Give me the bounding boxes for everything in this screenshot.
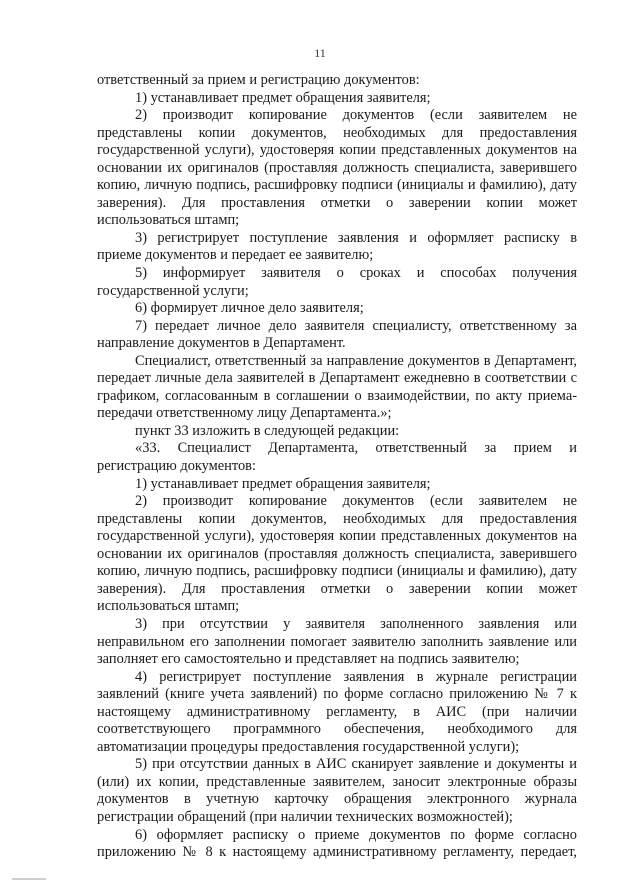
paragraph: 3) регистрирует поступление заявления и оформляет расписку в приеме документов и передает ее заявителю; <box>97 229 577 264</box>
scan-artifact <box>12 878 46 880</box>
paragraph: 5) информирует заявителя о сроках и способах получения государственной услуги; <box>97 265 577 299</box>
paragraph: 7) передает личное дело заявителя специалисту, ответственному за направление документов в Департамент. <box>97 317 577 352</box>
paragraph: 2) производит копирование документов (если заявителем не представлены копии документов, необходимых для предоставления государственной услуги), удостоверяя копии представленных документов на основании их оригиналов (проставляя должность специалиста, заверившего копию, личную подпись, расшифровку подписи (инициалы и фамилию), дату заверения). Для проставления отметки о заверении копии может использоваться штамп; <box>97 493 577 615</box>
paragraph: Специалист, ответственный за направление документов в Департамент, передает личные дела заявителей в Департамент ежедневно в соответствии с графиком, согласованным в соглашении о взаимодействии, по акту приема-передачи ответственному лицу Департамента.»; <box>97 352 577 422</box>
paragraph: 3) при отсутствии у заявителя заполненного заявления или неправильном его заполнении помогает заявителю заполнить заявление или заполняет его самостоятельно и представляет на подпись заявителю; <box>97 615 577 668</box>
paragraph: 1) устанавливает предмет обращения заявителя; <box>135 89 431 106</box>
document-body <box>97 72 577 862</box>
paragraph: ответственный за прием и регистрацию документов: <box>97 72 420 88</box>
paragraph: 2) производит копирование документов (если заявителем не представлены копии документов, необходимых для предоставления государственной услуги), удостоверяя копии представленных документов на основании их оригиналов (проставляя должность специалиста, заверившего копию, личную подпись, расшифровку подписи (инициалы и фамилию), дату заверения). Для проставления отметки о заверении копии может использоваться штамп; <box>97 107 577 229</box>
page-number: 11 <box>314 46 326 60</box>
paragraph: 5) при отсутствии данных в АИС сканирует заявление и документы и (или) их копии, представленные заявителем, заносит электронные образы документов в учетную карточку обращения электронного журнала регистрации обращений (при наличии технических возможностей); <box>97 756 577 825</box>
paragraph: пункт 33 изложить в следующей редакции: <box>135 422 400 439</box>
paragraph: 4) регистрирует поступление заявления в журнале регистрации заявлений (книге учета заявлений) по форме согласно приложению № 7 к настоящему административному регламенту, в АИС (при наличии соответствующего программного обеспечения, необходимого для автоматизации процедуры предоставления государственной услуги); <box>97 668 577 755</box>
paragraph: 6) оформляет расписку о приеме документов по форме согласно приложению № 8 к настоящему административному регламенту, передает, <box>97 826 577 861</box>
paragraph: 1) устанавливает предмет обращения заявителя; <box>135 475 431 492</box>
paragraph: 6) формирует личное дело заявителя; <box>135 300 364 317</box>
paragraph: «33. Специалист Департамента, ответственный за прием и регистрацию документов: <box>97 440 577 475</box>
